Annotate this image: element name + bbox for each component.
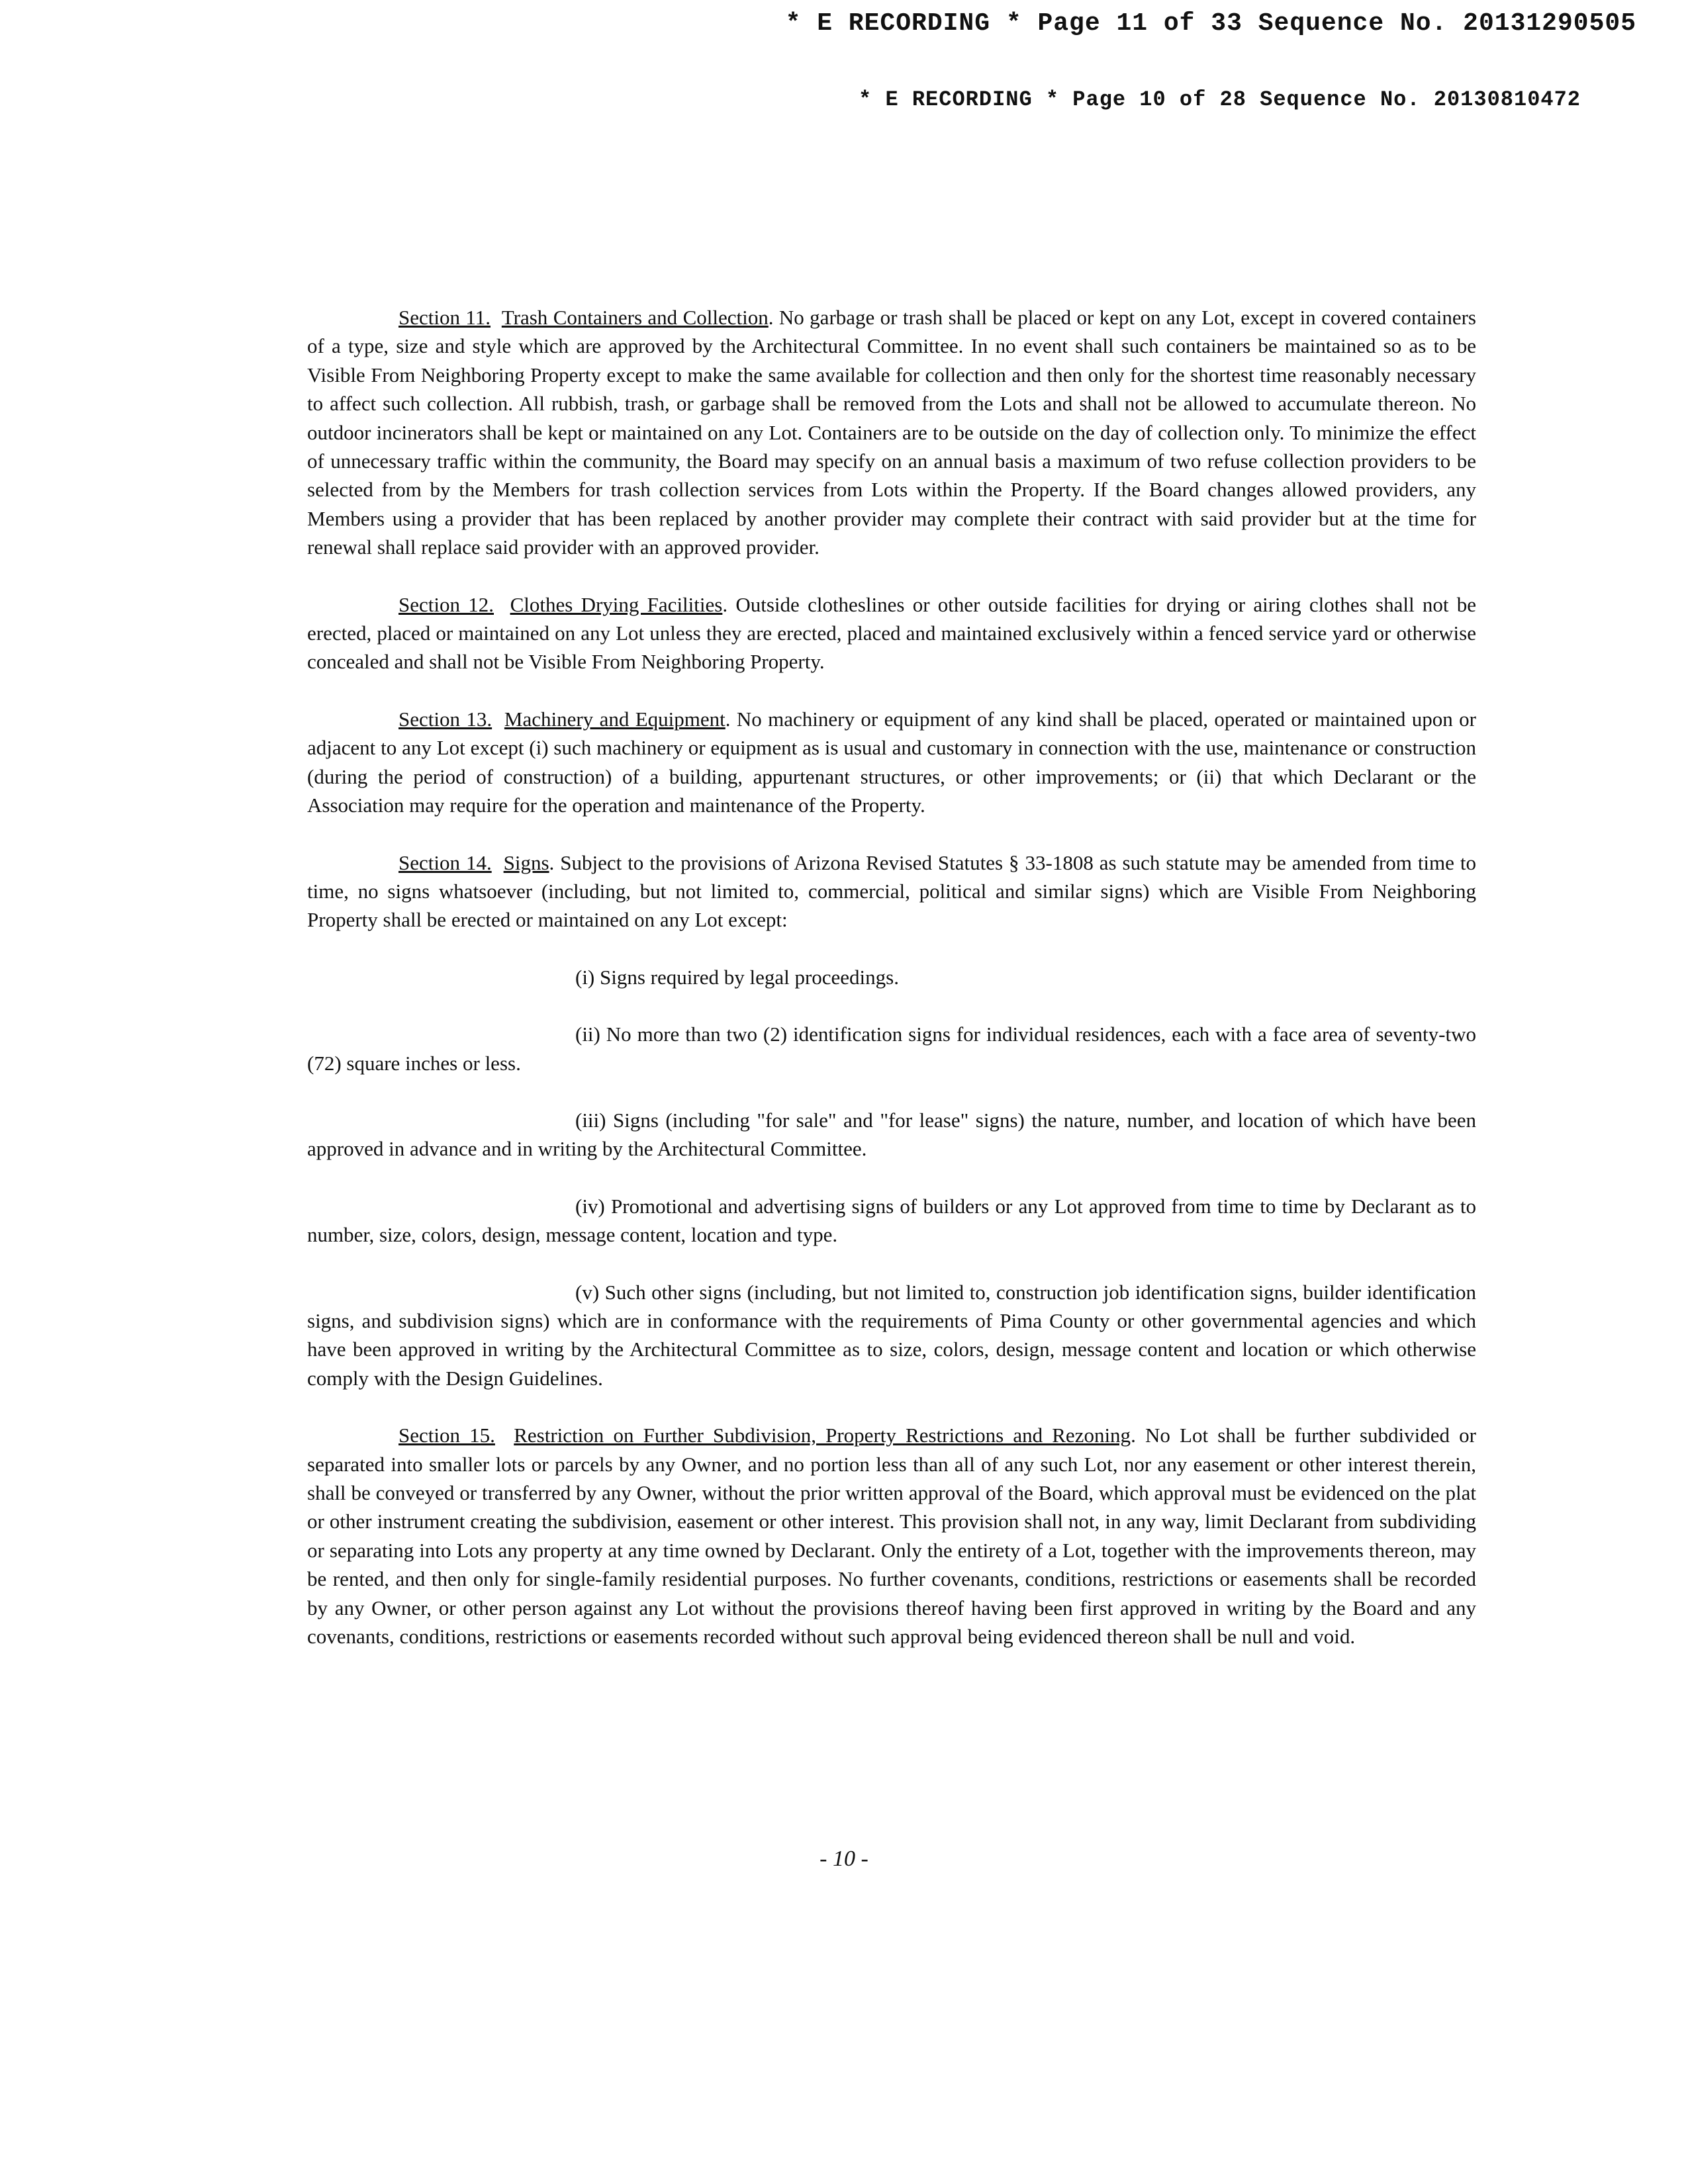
section-body: . No garbage or trash shall be placed or kept on any Lot, except in covered containers of a type, size and style which are approved by the Architectural Committee. In no event shall such containers be maintained so as to be Visible From Neighboring Property except to make the same available for collection and then only for the shortest time reasonably necessary to affect such collection. All rubbish, trash, or garbage shall be removed from the Lots and shall not be allowed to accumulate thereon. No outdoor incinerators shall be kept or maintained on any Lot. Containers are to be outside on the day of collection only. To minimize the effect of unnecessary traffic within the community, the Board may specify on an annual basis a maximum of two refuse collection providers to be selected from by the Members for trash collection services from Lots within the Property. If the Board changes allowed providers, any Members using a provider that has been replaced by another provider may complete their contract with said provider but at the time for renewal shall replace said provider with an approved provider. [307, 306, 1476, 559]
sign-item-iii: (iii) Signs (including "for sale" and "for lease" signs) the nature, number, and location of which have been approved in advance and in writing by the Architectural Committee. [307, 1108, 1476, 1161]
section-title: Clothes Drying Facilities [510, 592, 723, 616]
section-14 [307, 848, 1476, 934]
recording-stamp-primary: * E RECORDING * Page 11 of 33 Sequence No. 20131290505 [785, 9, 1636, 38]
section-label: Section 12. [399, 592, 494, 616]
section-body: . No machinery or equipment of any kind shall be placed, operated or maintained upon or adjacent to any Lot except (i) such machinery or equipment as is usual and customary in connection with the use, maintenance or construction (during the period of construction) of a building, appurtenant structures, or other improvements; or (ii) that which Declarant or the Association may require for the operation and maintenance of the Property. [307, 707, 1476, 817]
section-13 [307, 705, 1476, 820]
section-label: Section 15. [399, 1424, 495, 1447]
section-body: . Outside clotheslines or other outside facilities for drying or airing clothes shall not be erected, placed or maintained on any Lot unless they are erected, placed and maintained exclusively within a fenced service yard or otherwise concealed and shall not be Visible From Neighboring Property. [307, 592, 1476, 674]
section-title: Machinery and Equipment [504, 707, 726, 731]
sign-item-i: (i) Signs required by legal proceedings. [575, 965, 899, 989]
page-number: - 10 - [820, 1846, 868, 1871]
document-body [307, 303, 1476, 1679]
section-title: Restriction on Further Subdivision, Property Restrictions and Rezoning [514, 1424, 1131, 1447]
section-label: Section 14. [399, 850, 492, 874]
section-title: Signs [503, 850, 549, 874]
section-title: Trash Containers and Collection [501, 306, 769, 329]
section-body: . No Lot shall be further subdivided or separated into smaller lots or parcels by any Owner, and no portion less than all of any such Lot, nor any easement or other interest therein, shall be conveyed or transferred by any Owner, without the prior written approval of the Board, which approval must be evidenced on the plat or other instrument creating the subdivision, easement or other interest. This provision shall not, in any way, limit Declarant from subdividing or separating into Lots any property at any time owned by Declarant. Only the entirety of a Lot, together with the improvements thereon, may be rented, and then only for single-family residential purposes. No further covenants, conditions, restrictions or easements shall be recorded by any Owner, or other person against any Lot without the provisions thereof having been first approved in writing by the Board and any covenants, conditions, restrictions or easements recorded without such approval being evidenced thereon shall be null and void. [307, 1424, 1476, 1649]
section-label: Section 13. [399, 707, 492, 731]
sign-item-iv: (iv) Promotional and advertising signs of builders or any Lot approved from time to time by Declarant as to number, size, colors, design, message content, location and type. [307, 1194, 1476, 1247]
section-11 [307, 303, 1476, 562]
sign-item-ii: (ii) No more than two (2) identification signs for individual residences, each with a face area of seventy-two (72) square inches or less. [307, 1023, 1476, 1075]
sign-item-v: (v) Such other signs (including, but not limited to, construction job identification signs, builder identification signs, and subdivision signs) which are in conformance with the requirements of Pima County or other governmental agencies and which have been approved in writing by the Architectural Committee as to size, colors, design, message content and location or which otherwise comply with the Design Guidelines. [307, 1280, 1476, 1390]
section-12 [307, 590, 1476, 676]
section-15 [307, 1421, 1476, 1651]
recording-stamp-secondary: * E RECORDING * Page 10 of 28 Sequence No. 20130810472 [859, 87, 1581, 112]
section-label: Section 11. [399, 306, 491, 329]
section-body: . Subject to the provisions of Arizona Revised Statutes § 33-1808 as such statute may be amended from time to time, no signs whatsoever (including, but not limited to, commercial, political and similar signs) which are Visible From Neighboring Property shall be erected or maintained on any Lot except: [307, 850, 1476, 932]
